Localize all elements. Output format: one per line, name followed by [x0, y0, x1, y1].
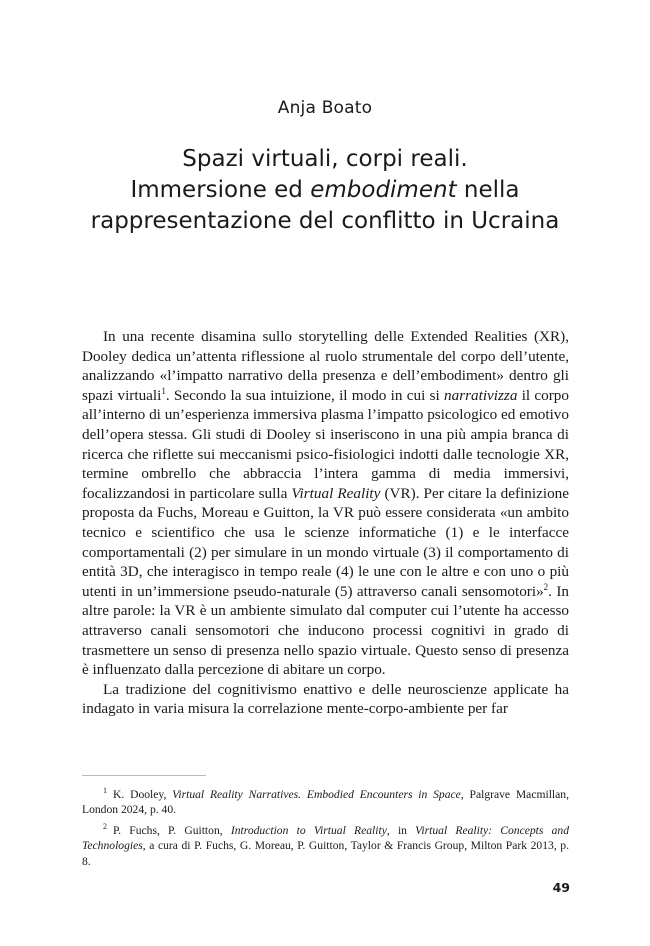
paragraph-1	[82, 327, 569, 680]
p1-text-1: In una recente disamina sullo storytelling delle Extended Realities (XR), Dooley dedica un’attenta riflessione al ruolo strumentale del corpo dell’utente, analizzando «l’impatto narrativo della presenza e dell’embodiment» dentro gli spazi virtuali	[82, 328, 569, 404]
footnote-1-text-b: , Palgrave Macmillan, London 2024, p. 40.	[82, 788, 569, 817]
paragraph-2: La tradizione del cognitivismo enattivo e delle neuroscienze applicate ha indagato in varia misura la correlazione mente-corpo-ambiente per far	[82, 680, 569, 718]
footnote-2-work: Introduction to Virtual Reality	[230, 823, 387, 837]
p1-emphasis-1: narrativizza	[444, 386, 518, 404]
title-emphasis: embodiment	[310, 177, 457, 203]
footnote-2-text-b: , in	[386, 823, 416, 837]
title-line-2	[60, 175, 590, 206]
footnote-1-work: Virtual Reality Narratives. Embodied Encounters in Space	[172, 788, 461, 801]
p1-text-2: . Secondo la sua intuizione, il modo in cui si	[165, 386, 444, 404]
article-title	[60, 144, 590, 237]
footnote-ref-2[interactable]: 2	[543, 581, 549, 592]
footnote-number-2: 2	[103, 821, 107, 831]
footnote-2-text-a: P. Fuchs, P. Guitton,	[113, 823, 231, 837]
footnote-ref-1[interactable]: 1	[161, 385, 166, 396]
p1-text-4: (VR). Per citare la definizione proposta da Fuchs, Moreau e Guitton, la VR può essere considerata «un ambito tecnico e scientifico che usa le scienze informatiche (1) e le interfacce comportamentali (2) per simulare in un mondo virtuale (3) il comportamento di entità 3D, che interagisco in tempo reale (4) le une con le altre e con uno o più utenti in un’immersione pseudo-naturale (5) attraverso canali sensomotori»	[82, 484, 569, 600]
body-text	[82, 327, 569, 719]
footnote-separator	[82, 775, 206, 776]
footnote-2-book: Virtual Reality: Concepts and Technologies	[82, 823, 570, 853]
footnote-2-text-c: , a cura di P. Fuchs, G. Moreau, P. Guitton, Taylor & Francis Group, Milton Park 2013, p. 8.	[82, 839, 569, 868]
title-line-3: rappresentazione del conflitto in Ucraina	[90, 208, 560, 234]
title-line-1: Spazi virtuali, corpi reali.	[182, 146, 468, 172]
page-number: 49	[552, 880, 570, 895]
p1-text-5: . In altre parole: la VR è un ambiente simulato dal computer cui l’utente ha accesso attraverso canali sensomotori che inducono processi cognitivi in grado di trasmettere un senso di presenza nello spazio virtuale. Questo senso di presenza è influenzato dalla percezione di abitare un corpo.	[82, 582, 569, 679]
footnotes	[82, 787, 569, 874]
p1-text-3: il corpo all’interno di un’esperienza immersiva plasma l’impatto psicologico ed emotivo dell’opera stessa. Gli studi di Dooley si inseriscono in una più ampia branca di ricerca che riflette sui meccanismi psico-fisiologici indotti dalle tecnologie XR, termine ombrello che abbraccia l’intera gamma di media immersivi, focalizzandosi in particolare sulla	[82, 386, 569, 502]
title-line-2-end: nella	[456, 177, 520, 203]
footnote-2	[82, 823, 569, 869]
author-name: Anja Boato	[277, 98, 373, 118]
footnote-1	[82, 787, 569, 818]
footnote-number-1: 1	[103, 786, 107, 796]
p1-emphasis-2: Virtual Reality	[291, 484, 381, 502]
title-line-2-start: Immersione ed	[130, 177, 311, 203]
footnote-1-text-a: K. Dooley,	[113, 788, 173, 801]
